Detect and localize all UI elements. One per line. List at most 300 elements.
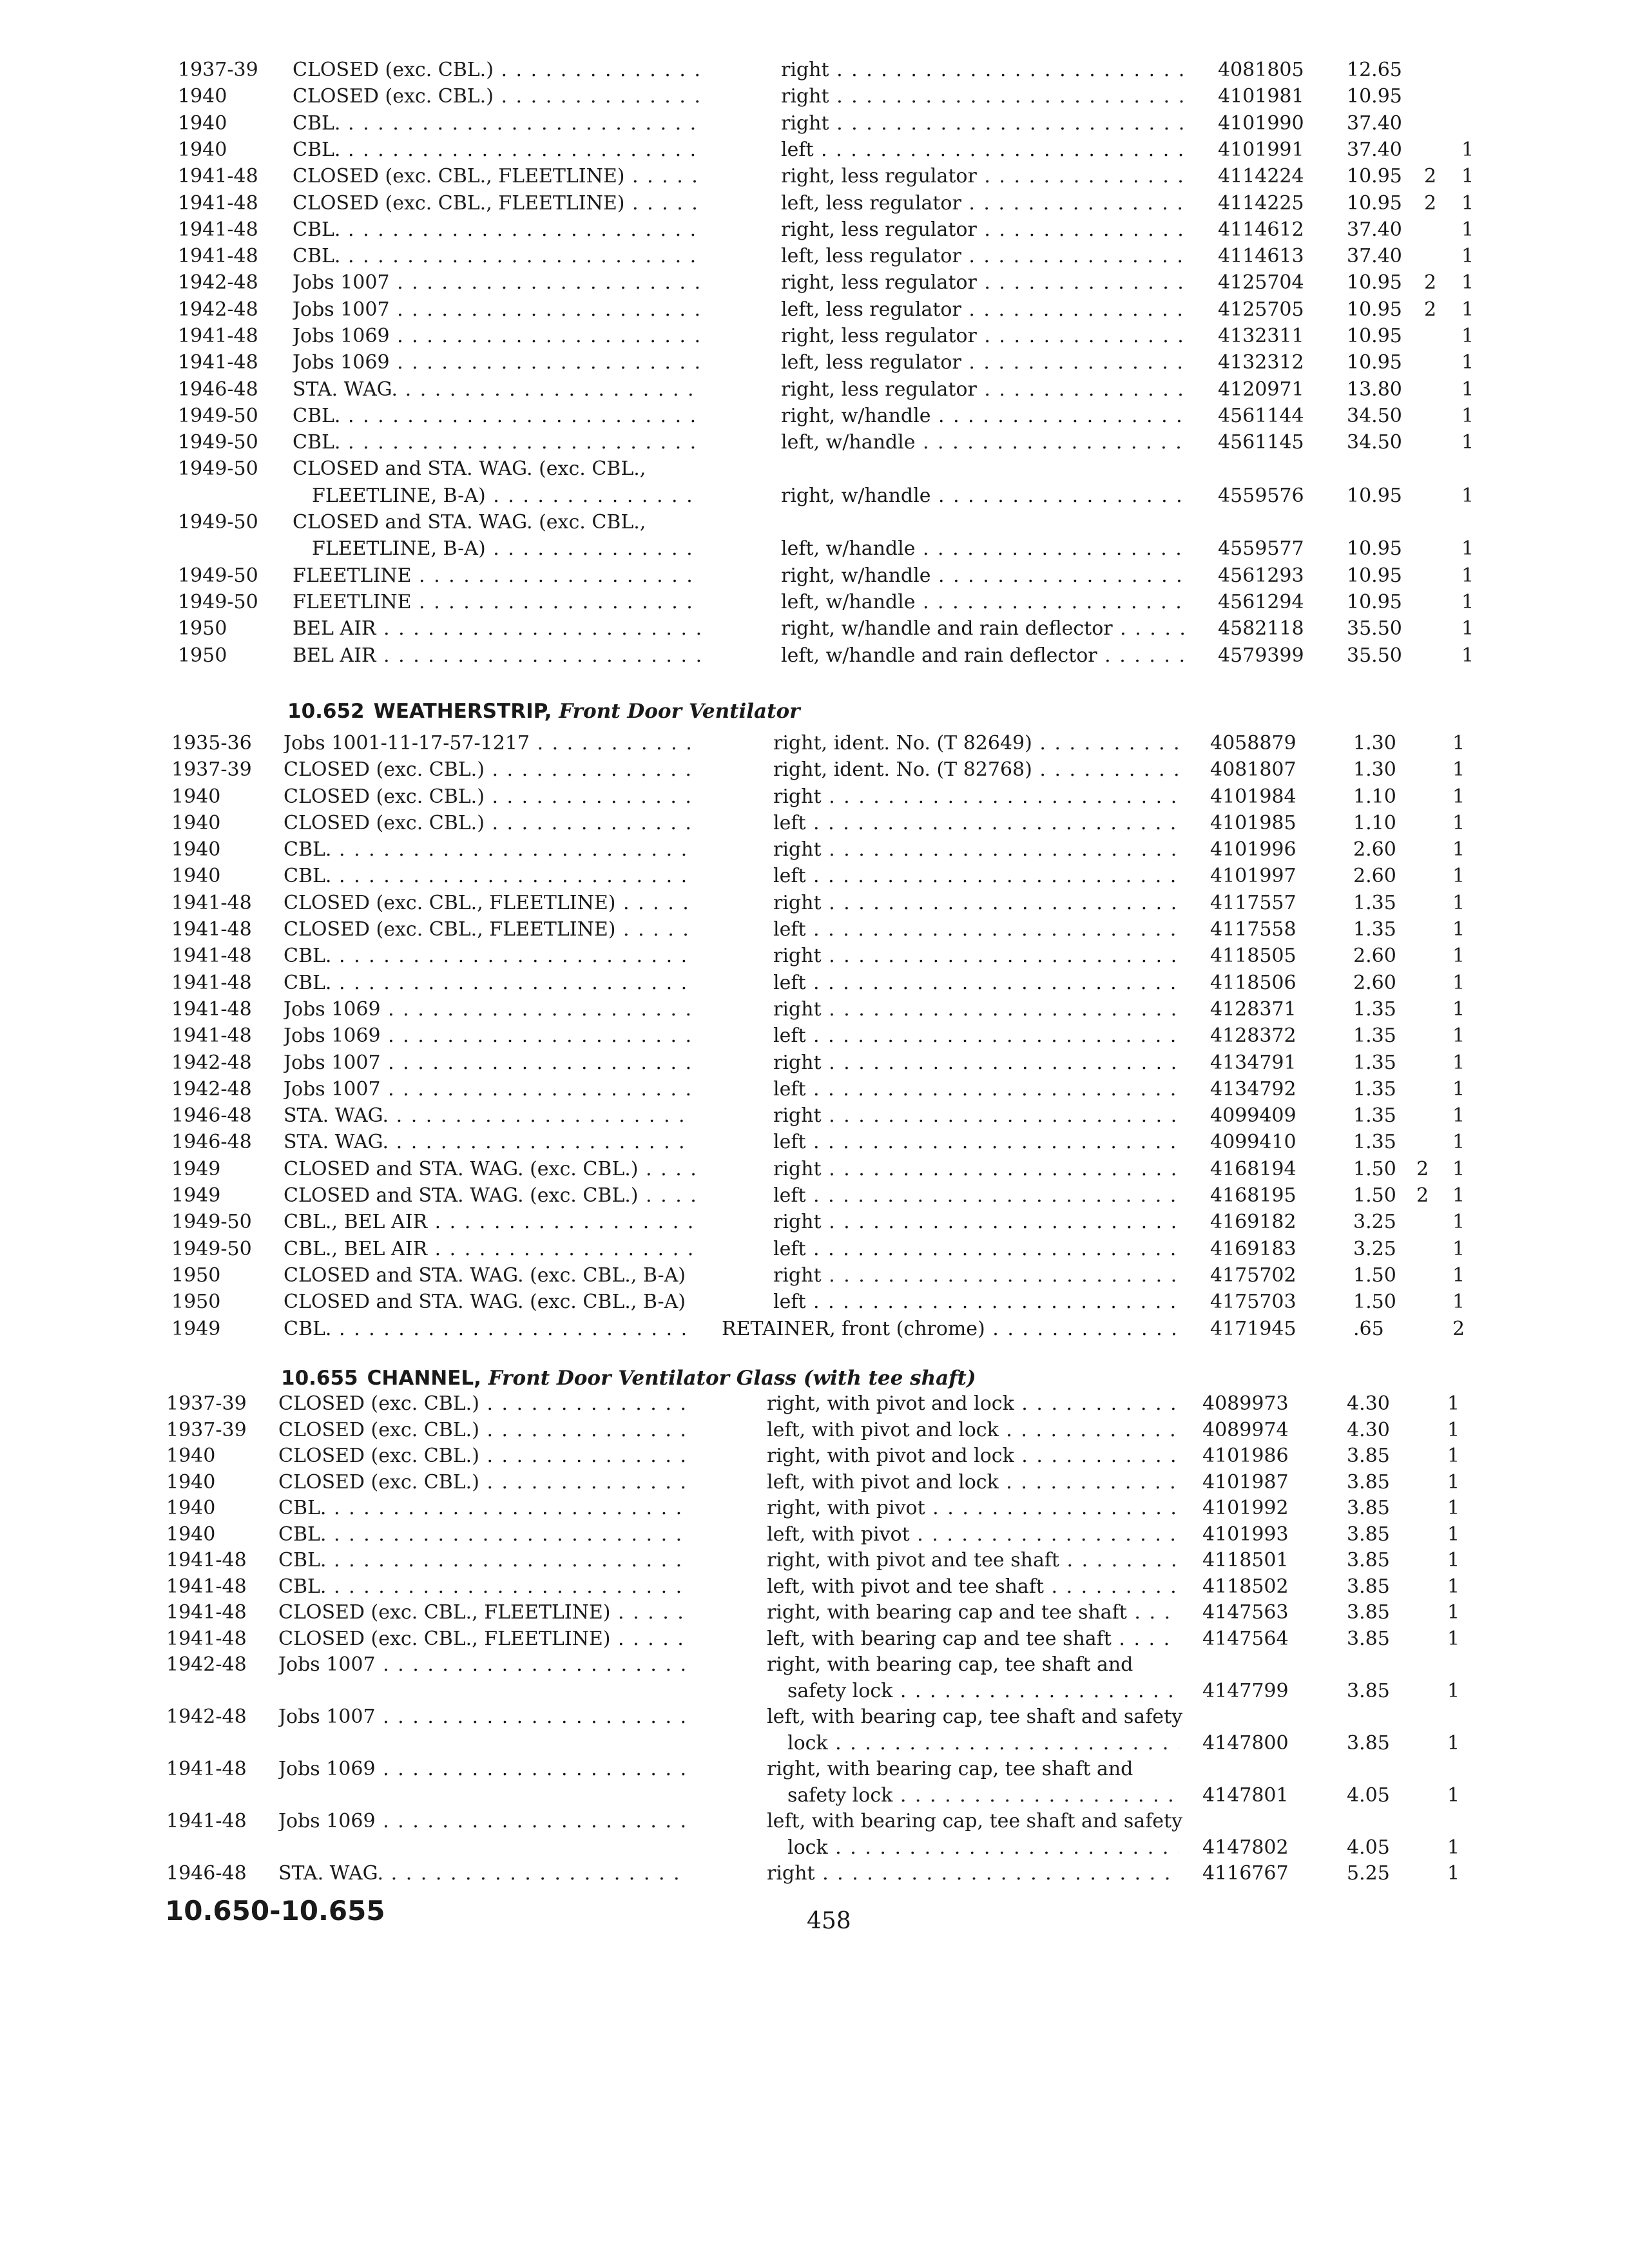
price-cell: 3.85 [1347, 1445, 1390, 1467]
part-number-cell: 4175703 [1210, 1291, 1296, 1313]
model-cell: CLOSED (exc. CBL.) . . . [293, 83, 702, 110]
price-cell: 2.60 [1353, 945, 1396, 967]
section-subtitle: Front Door Ventilator [559, 700, 800, 723]
part-number-cell: 4120971 [1218, 378, 1304, 401]
price-cell: 3.85 [1347, 1575, 1390, 1598]
model-cell: CLOSED (exc. CBL.) . . . [284, 756, 695, 783]
price-cell: 10.95 [1347, 591, 1402, 613]
model-cell: CLOSED (exc. CBL.) . . . [284, 810, 695, 836]
year-cell: 1941-48 [171, 892, 252, 914]
description-cell: right, w/handle . . . [781, 562, 1192, 589]
description-cell: right . . . [767, 1860, 1179, 1887]
year-cell: 1942-48 [178, 271, 258, 294]
quantity-b-cell: 1 [1452, 918, 1465, 941]
description-cell: left . . . [773, 863, 1184, 889]
part-number-cell: 4168194 [1210, 1158, 1296, 1180]
table-row [0, 1443, 1629, 1469]
year-cell: 1949-50 [178, 431, 258, 454]
price-cell: 10.95 [1347, 165, 1402, 187]
table-row-wrapped [0, 509, 1629, 535]
part-number-cell: 4559576 [1218, 485, 1304, 507]
model-cell: CLOSED (exc. CBL., FLEETLINE) . . . [284, 890, 695, 916]
table-row-wrapped [0, 1651, 1629, 1678]
model-cell: CLOSED and STA. WAG. (exc. CBL., B-A) . . . [284, 1262, 695, 1289]
part-number-cell: 4171945 [1210, 1318, 1296, 1340]
price-cell: 37.40 [1347, 139, 1402, 161]
part-number-cell: 4116767 [1202, 1862, 1289, 1885]
year-cell: 1941-48 [166, 1628, 247, 1650]
model-cell: CBL. . . . [293, 137, 702, 163]
year-cell: 1940 [171, 785, 221, 808]
year-cell: 1949-50 [178, 405, 258, 427]
price-cell: 3.85 [1347, 1497, 1390, 1519]
table-row [0, 1156, 1629, 1182]
quantity-b-cell: 1 [1452, 865, 1465, 887]
part-number-cell: 4147801 [1202, 1784, 1289, 1807]
table-row [0, 1417, 1629, 1443]
part-number-cell: 4099410 [1210, 1131, 1296, 1153]
description-cell: left, with bearing cap and tee shaft . . . [767, 1626, 1179, 1652]
year-cell: 1946-48 [166, 1862, 247, 1885]
year-cell: 1941-48 [178, 325, 258, 347]
model-cell: Jobs 1007 . . . [293, 296, 702, 323]
part-number-cell: 4117557 [1210, 892, 1296, 914]
part-number-cell: 4147802 [1202, 1836, 1289, 1859]
table-row [0, 403, 1629, 429]
model-cell: CLOSED (exc. CBL., FLEETLINE) . . . [293, 190, 702, 216]
model-cell: CBL. . . . [293, 429, 702, 456]
year-cell: 1941-48 [166, 1810, 247, 1832]
price-cell: 3.85 [1347, 1523, 1390, 1546]
model-cell: CLOSED and STA. WAG. (exc. CBL., B-A) . . . [284, 1289, 695, 1315]
price-cell: 10.95 [1347, 537, 1402, 560]
year-cell: 1942-48 [166, 1706, 247, 1728]
description-cell: left . . . [773, 970, 1184, 996]
section-title: WEATHERSTRIP, [373, 700, 552, 723]
description-cell: right, less regulator . . . [781, 376, 1192, 403]
price-cell: 3.25 [1353, 1211, 1396, 1233]
description-cell: left, with pivot and tee shaft . . . [767, 1573, 1179, 1600]
part-number-cell: 4118501 [1202, 1549, 1289, 1571]
description-cell: right . . . [781, 83, 1192, 110]
year-cell: 1950 [171, 1291, 221, 1313]
price-cell: 1.35 [1353, 892, 1396, 914]
quantity-b-cell: 1 [1461, 139, 1474, 161]
quantity-b-cell: 1 [1452, 1238, 1465, 1260]
table-row [0, 1521, 1629, 1548]
description-cell: left . . . [773, 1236, 1184, 1262]
quantity-b-cell: 1 [1461, 431, 1474, 454]
year-cell: 1946-48 [171, 1104, 252, 1127]
price-cell: 3.85 [1347, 1732, 1390, 1754]
quantity-b-cell: 1 [1447, 1392, 1460, 1415]
year-cell: 1949-50 [178, 457, 258, 480]
part-number-cell: 4114613 [1218, 245, 1304, 267]
price-cell: 10.95 [1347, 192, 1402, 215]
description-cell: left, less regulator . . . [781, 243, 1192, 269]
part-number-cell: 4114612 [1218, 218, 1304, 241]
quantity-b-cell: 1 [1447, 1628, 1460, 1650]
part-number-cell: 4118502 [1202, 1575, 1289, 1598]
model-cell: FLEETLINE, B-A) . . . [312, 483, 702, 509]
year-cell: 1941-48 [178, 218, 258, 241]
model-cell: CLOSED (exc. CBL., FLEETLINE) . . . [278, 1599, 687, 1626]
description-cell: left . . . [773, 1182, 1184, 1209]
part-number-cell: 4101992 [1202, 1497, 1289, 1519]
year-cell: 1937-39 [166, 1392, 247, 1415]
year-cell: 1942-48 [166, 1653, 247, 1676]
description-cell: safety lock . . . [787, 1782, 1179, 1809]
part-number-cell: 4561144 [1218, 405, 1304, 427]
model-cell: CBL. . . . [293, 216, 702, 243]
table-row [0, 810, 1629, 836]
model-cell: CBL. . . . [293, 403, 702, 429]
part-number-cell: 4169183 [1210, 1238, 1296, 1260]
quantity-a-cell: 2 [1424, 165, 1437, 187]
year-cell: 1940 [166, 1523, 216, 1546]
table-row [0, 349, 1629, 376]
section-10655-heading [281, 1365, 976, 1392]
part-number-cell: 4561293 [1218, 564, 1304, 587]
quantity-b-cell: 1 [1452, 998, 1465, 1021]
part-number-cell: 4128371 [1210, 998, 1296, 1021]
price-cell: 10.95 [1347, 298, 1402, 321]
year-cell: 1941-48 [166, 1758, 247, 1780]
price-cell: 2.60 [1353, 865, 1396, 887]
quantity-b-cell: 1 [1461, 351, 1474, 374]
model-cell: CBL. . . . [284, 1316, 695, 1342]
price-cell: 2.60 [1353, 972, 1396, 994]
price-cell: 10.95 [1347, 485, 1402, 507]
model-cell: CLOSED (exc. CBL.) . . . [278, 1443, 687, 1469]
page-number: 458 [807, 1908, 851, 1934]
description-cell: left . . . [773, 810, 1184, 836]
quantity-b-cell: 1 [1461, 644, 1474, 667]
description-cell: right, w/handle . . . [781, 483, 1192, 509]
table-row [0, 1573, 1629, 1600]
year-cell: 1946-48 [178, 378, 258, 401]
model-cell: CBL., BEL AIR . . . [284, 1209, 695, 1235]
part-number-cell: 4101981 [1218, 85, 1304, 108]
description-cell: right, with bearing cap, tee shaft and [767, 1758, 1133, 1780]
part-number-cell: 4169182 [1210, 1211, 1296, 1233]
year-cell: 1940 [166, 1471, 216, 1494]
table-row [0, 890, 1629, 916]
quantity-b-cell: 1 [1447, 1549, 1460, 1571]
table-row [0, 110, 1629, 137]
table-row [0, 642, 1629, 669]
model-cell: CBL., BEL AIR . . . [284, 1236, 695, 1262]
table-row [0, 269, 1629, 296]
part-number-cell: 4101986 [1202, 1445, 1289, 1467]
year-cell: 1941-48 [178, 165, 258, 187]
table-row [0, 943, 1629, 969]
model-cell: CLOSED (exc. CBL., FLEETLINE) . . . [293, 163, 702, 189]
price-cell: 10.95 [1347, 564, 1402, 587]
quantity-b-cell: 1 [1452, 758, 1465, 781]
quantity-b-cell: 1 [1452, 838, 1465, 861]
model-cell: STA. WAG. . . . [284, 1102, 695, 1129]
quantity-b-cell: 1 [1452, 972, 1465, 994]
table-row [0, 1209, 1629, 1235]
year-cell: 1949-50 [171, 1211, 252, 1233]
model-cell: CLOSED and STA. WAG. (exc. CBL.) . . . [284, 1182, 695, 1209]
quantity-b-cell: 1 [1461, 537, 1474, 560]
year-cell: 1941-48 [171, 918, 252, 941]
part-number-cell: 4058879 [1210, 732, 1296, 754]
part-number-cell: 4559577 [1218, 537, 1304, 560]
quantity-b-cell: 1 [1447, 1575, 1460, 1598]
year-cell: 1946-48 [171, 1131, 252, 1153]
description-cell: right, less regulator . . . [781, 163, 1192, 189]
part-number-cell: 4117558 [1210, 918, 1296, 941]
part-number-cell: 4128372 [1210, 1024, 1296, 1047]
part-number-cell: 4125704 [1218, 271, 1304, 294]
part-number-cell: 4101987 [1202, 1471, 1289, 1494]
table-row [0, 376, 1629, 403]
footer-section-range: 10.650-10.655 [165, 1895, 385, 1927]
part-number-cell: 4132311 [1218, 325, 1304, 347]
section-subtitle: Front Door Ventilator Glass (with tee shaft) [488, 1367, 976, 1390]
quantity-b-cell: 1 [1452, 1131, 1465, 1153]
table-row-continuation [0, 1730, 1629, 1756]
table-row-continuation [0, 1834, 1629, 1861]
year-cell: 1941-48 [166, 1575, 247, 1598]
price-cell: 3.25 [1353, 1238, 1396, 1260]
part-number-cell: 4101996 [1210, 838, 1296, 861]
table-row [0, 57, 1629, 83]
model-cell: CBL. . . . [293, 110, 702, 137]
quantity-b-cell: 1 [1461, 192, 1474, 215]
description-cell: right, less regulator . . . [781, 323, 1192, 349]
model-cell: Jobs 1007 . . . [284, 1076, 695, 1102]
description-cell: right . . . [773, 1050, 1184, 1076]
part-number-cell: 4081807 [1210, 758, 1296, 781]
year-cell: 1949 [171, 1158, 221, 1180]
part-number-cell: 4118506 [1210, 972, 1296, 994]
description-cell: right . . . [773, 1102, 1184, 1129]
part-number-cell: 4561294 [1218, 591, 1304, 613]
part-number-cell: 4147799 [1202, 1680, 1289, 1702]
year-cell: 1940 [166, 1445, 216, 1467]
description-cell: right . . . [773, 996, 1184, 1023]
table-row [0, 589, 1629, 615]
model-cell: FLEETLINE . . . [293, 562, 702, 589]
description-cell: left, with pivot and lock . . . [767, 1417, 1179, 1443]
table-row [0, 1050, 1629, 1076]
quantity-b-cell: 1 [1452, 945, 1465, 967]
year-cell: 1941-48 [178, 245, 258, 267]
price-cell: 4.05 [1347, 1784, 1390, 1807]
price-cell: 4.05 [1347, 1836, 1390, 1859]
table-row [0, 190, 1629, 216]
quantity-b-cell: 1 [1452, 1052, 1465, 1074]
model-cell: CLOSED (exc. CBL.) . . . [278, 1390, 687, 1417]
year-cell: 1949-50 [178, 511, 258, 533]
section-number: 10.655 [281, 1367, 358, 1390]
price-cell: 35.50 [1347, 644, 1402, 667]
description-cell: right, with bearing cap and tee shaft . . . [767, 1599, 1179, 1626]
table-row-wrapped [0, 1704, 1629, 1730]
model-cell: Jobs 1007 . . . [278, 1704, 687, 1730]
quantity-b-cell: 1 [1461, 218, 1474, 241]
description-cell: left . . . [773, 1129, 1184, 1155]
quantity-b-cell: 1 [1461, 325, 1474, 347]
year-cell: 1940 [178, 85, 227, 108]
table-row [0, 562, 1629, 589]
price-cell: 1.35 [1353, 1024, 1396, 1047]
description-cell: right . . . [781, 57, 1192, 83]
model-cell: Jobs 1007 . . . [278, 1651, 687, 1678]
quantity-b-cell: 1 [1447, 1784, 1460, 1807]
table-row [0, 83, 1629, 110]
quantity-b-cell: 1 [1447, 1497, 1460, 1519]
table-row [0, 730, 1629, 756]
year-cell: 1949-50 [178, 591, 258, 613]
quantity-b-cell: 1 [1452, 1024, 1465, 1047]
quantity-b-cell: 1 [1452, 812, 1465, 834]
description-cell: right, with bearing cap, tee shaft and [767, 1653, 1133, 1676]
description-cell: right . . . [773, 1156, 1184, 1182]
quantity-a-cell: 2 [1424, 271, 1437, 294]
model-cell: FLEETLINE . . . [293, 589, 702, 615]
table-row [0, 1262, 1629, 1289]
price-cell: 1.35 [1353, 998, 1396, 1021]
model-cell: CBL. . . . [278, 1573, 687, 1600]
year-cell: 1940 [171, 838, 221, 861]
part-number-cell: 4114224 [1218, 165, 1304, 187]
part-number-cell: 4099409 [1210, 1104, 1296, 1127]
table-row [0, 916, 1629, 943]
year-cell: 1940 [171, 865, 221, 887]
table-row [0, 429, 1629, 456]
model-cell: CLOSED (exc. CBL., FLEETLINE) . . . [284, 916, 695, 943]
year-cell: 1937-39 [166, 1419, 247, 1441]
description-cell: right, ident. No. (T 82649) . . . [773, 730, 1184, 756]
model-cell: CLOSED (exc. CBL.) . . . [278, 1417, 687, 1443]
part-number-cell: 4101985 [1210, 812, 1296, 834]
part-number-cell: 4089973 [1202, 1392, 1289, 1415]
model-cell: Jobs 1069 . . . [284, 1023, 695, 1049]
year-cell: 1941-48 [178, 351, 258, 374]
quantity-b-cell: 1 [1461, 378, 1474, 401]
table-row [0, 216, 1629, 243]
table-row [0, 836, 1629, 863]
price-cell: 37.40 [1347, 245, 1402, 267]
quantity-b-cell: 1 [1447, 1680, 1460, 1702]
description-cell: left, with bearing cap, tee shaft and safety [767, 1810, 1183, 1832]
model-cell: Jobs 1069 . . . [293, 349, 702, 376]
quantity-b-cell: 1 [1447, 1471, 1460, 1494]
price-cell: 1.10 [1353, 785, 1396, 808]
table-row [0, 243, 1629, 269]
table-row-continuation [0, 1678, 1629, 1704]
price-cell: 13.80 [1347, 378, 1402, 401]
price-cell: 1.35 [1353, 1052, 1396, 1074]
part-number-cell: 4579399 [1218, 644, 1304, 667]
price-cell: 1.50 [1353, 1291, 1396, 1313]
model-cell: Jobs 1069 . . . [278, 1808, 687, 1834]
model-cell: CBL. . . . [284, 863, 695, 889]
price-cell: 1.50 [1353, 1184, 1396, 1207]
table-row [0, 615, 1629, 642]
model-cell: STA. WAG. . . . [293, 376, 702, 403]
part-number-cell: 4101997 [1210, 865, 1296, 887]
price-cell: 1.50 [1353, 1158, 1396, 1180]
quantity-b-cell: 1 [1452, 1211, 1465, 1233]
table-row [0, 296, 1629, 323]
year-cell: 1942-48 [171, 1078, 252, 1100]
model-cell: CBL. . . . [284, 943, 695, 969]
part-number-cell: 4089974 [1202, 1419, 1289, 1441]
quantity-b-cell: 1 [1447, 1836, 1460, 1859]
year-cell: 1950 [178, 617, 227, 640]
part-number-cell: 4147564 [1202, 1628, 1289, 1650]
table-row [0, 1102, 1629, 1129]
description-cell: left, with bearing cap, tee shaft and safety [767, 1706, 1183, 1728]
description-cell: left, with pivot . . . [767, 1521, 1179, 1548]
description-cell: lock . . . [787, 1834, 1179, 1861]
table-row [0, 163, 1629, 189]
table-row [0, 1236, 1629, 1262]
model-cell: CBL. . . . [278, 1547, 687, 1573]
model-cell: CLOSED (exc. CBL., FLEETLINE) . . . [278, 1626, 687, 1652]
quantity-b-cell: 2 [1452, 1318, 1465, 1340]
quantity-b-cell: 1 [1452, 785, 1465, 808]
description-cell: right . . . [773, 836, 1184, 863]
model-cell: Jobs 1007 . . . [284, 1050, 695, 1076]
table-row-continuation [0, 483, 1629, 509]
price-cell: 3.85 [1347, 1601, 1390, 1624]
price-cell: 10.95 [1347, 351, 1402, 374]
description-cell: left, less regulator . . . [781, 190, 1192, 216]
price-cell: 2.60 [1353, 838, 1396, 861]
year-cell: 1940 [166, 1497, 216, 1519]
description-cell: RETAINER, front (chrome) . . . [722, 1316, 1184, 1342]
description-cell: left, w/handle . . . [781, 535, 1192, 562]
price-cell: 1.35 [1353, 1104, 1396, 1127]
description-cell: left, w/handle . . . [781, 429, 1192, 456]
quantity-b-cell: 1 [1452, 1104, 1465, 1127]
year-cell: 1935-36 [171, 732, 252, 754]
quantity-b-cell: 1 [1447, 1445, 1460, 1467]
price-cell: 10.95 [1347, 325, 1402, 347]
model-cell: Jobs 1001-11-17-57-1217 . . . [284, 730, 695, 756]
model-cell: CLOSED and STA. WAG. (exc. CBL., [293, 511, 646, 533]
description-cell: left, w/handle and rain deflector . . . [781, 642, 1192, 669]
description-cell: right, w/handle and rain deflector . . . [781, 615, 1192, 642]
price-cell: 4.30 [1347, 1392, 1390, 1415]
price-cell: 1.10 [1353, 812, 1396, 834]
model-cell: CLOSED (exc. CBL.) . . . [284, 783, 695, 810]
price-cell: 1.50 [1353, 1264, 1396, 1287]
table-row [0, 137, 1629, 163]
table-row [0, 323, 1629, 349]
year-cell: 1949 [171, 1318, 221, 1340]
part-number-cell: 4101984 [1210, 785, 1296, 808]
model-cell: CBL. . . . [293, 243, 702, 269]
part-number-cell: 4168195 [1210, 1184, 1296, 1207]
price-cell: 1.30 [1353, 758, 1396, 781]
description-cell: left . . . [773, 1076, 1184, 1102]
table-row [0, 1469, 1629, 1495]
table-row [0, 1129, 1629, 1155]
model-cell: CBL. . . . [278, 1521, 687, 1548]
description-cell: lock . . . [787, 1730, 1179, 1756]
price-cell: 10.95 [1347, 271, 1402, 294]
part-number-cell: 4114225 [1218, 192, 1304, 215]
quantity-b-cell: 1 [1452, 1078, 1465, 1100]
